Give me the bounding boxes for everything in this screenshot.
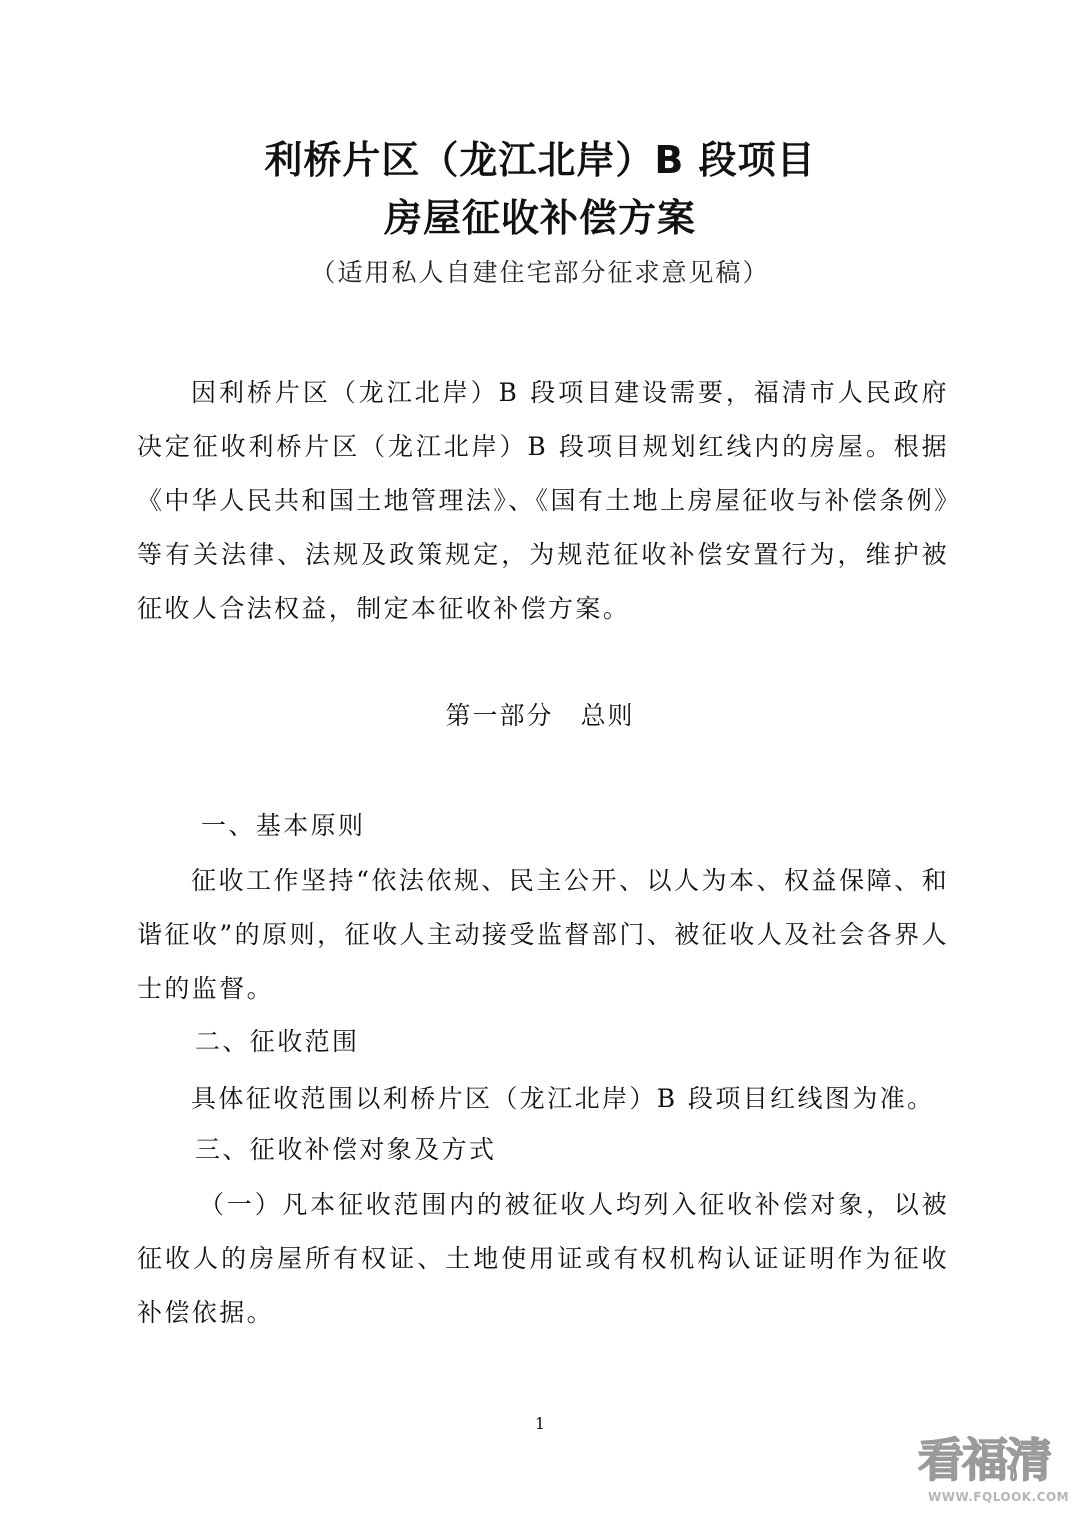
- section-heading-scope: 二、征收范围: [195, 1027, 360, 1056]
- page-number: 1: [534, 1414, 546, 1433]
- document-title-line1: 利桥片区（龙江北岸）B 段项目: [264, 138, 816, 182]
- document-title-line2: 房屋征收补偿方案: [383, 196, 696, 240]
- part-title: 第一部分 总则: [445, 701, 635, 730]
- intro-paragraph: 因利桥片区（龙江北岸）B 段项目建设需要，福清市人民政府决定征收利桥片区（龙江北岸）B 段项目规划红线内的房屋。根据《中华人民共和国土地管理法》、《国有土地上房屋征收与补偿条例》等有关法律、法规及政策规定，为规范征收补偿安置行为，维护被征收人合法权益，制定本征收补偿方案。: [137, 378, 949, 623]
- watermark: [918, 1432, 1068, 1522]
- section-text-scope: 具体征收范围以利桥片区（龙江北岸）B 段项目红线图为准。: [191, 1084, 935, 1113]
- watermark-url: WWW.FQLOOK.COM: [928, 1490, 1070, 1504]
- section-heading-compensation: 三、征收补偿对象及方式: [195, 1135, 497, 1164]
- section-heading-principles: 一、基本原则: [201, 811, 366, 840]
- watermark-logo-text: 看福清: [918, 1433, 1050, 1487]
- section-text-principles: 征收工作坚持“依法依规、民主公开、以人为本、权益保障、和谐征收”的原则，征收人主动接受监督部门、被征收人及社会各界人士的监督。: [137, 866, 949, 1003]
- section-text-compensation: （一）凡本征收范围内的被征收人均列入征收补偿对象，以被征收人的房屋所有权证、土地使用证或有权机构认证证明作为征收补偿依据。: [137, 1190, 949, 1327]
- document-subtitle: （适用私人自建住宅部分征求意见稿）: [310, 258, 770, 287]
